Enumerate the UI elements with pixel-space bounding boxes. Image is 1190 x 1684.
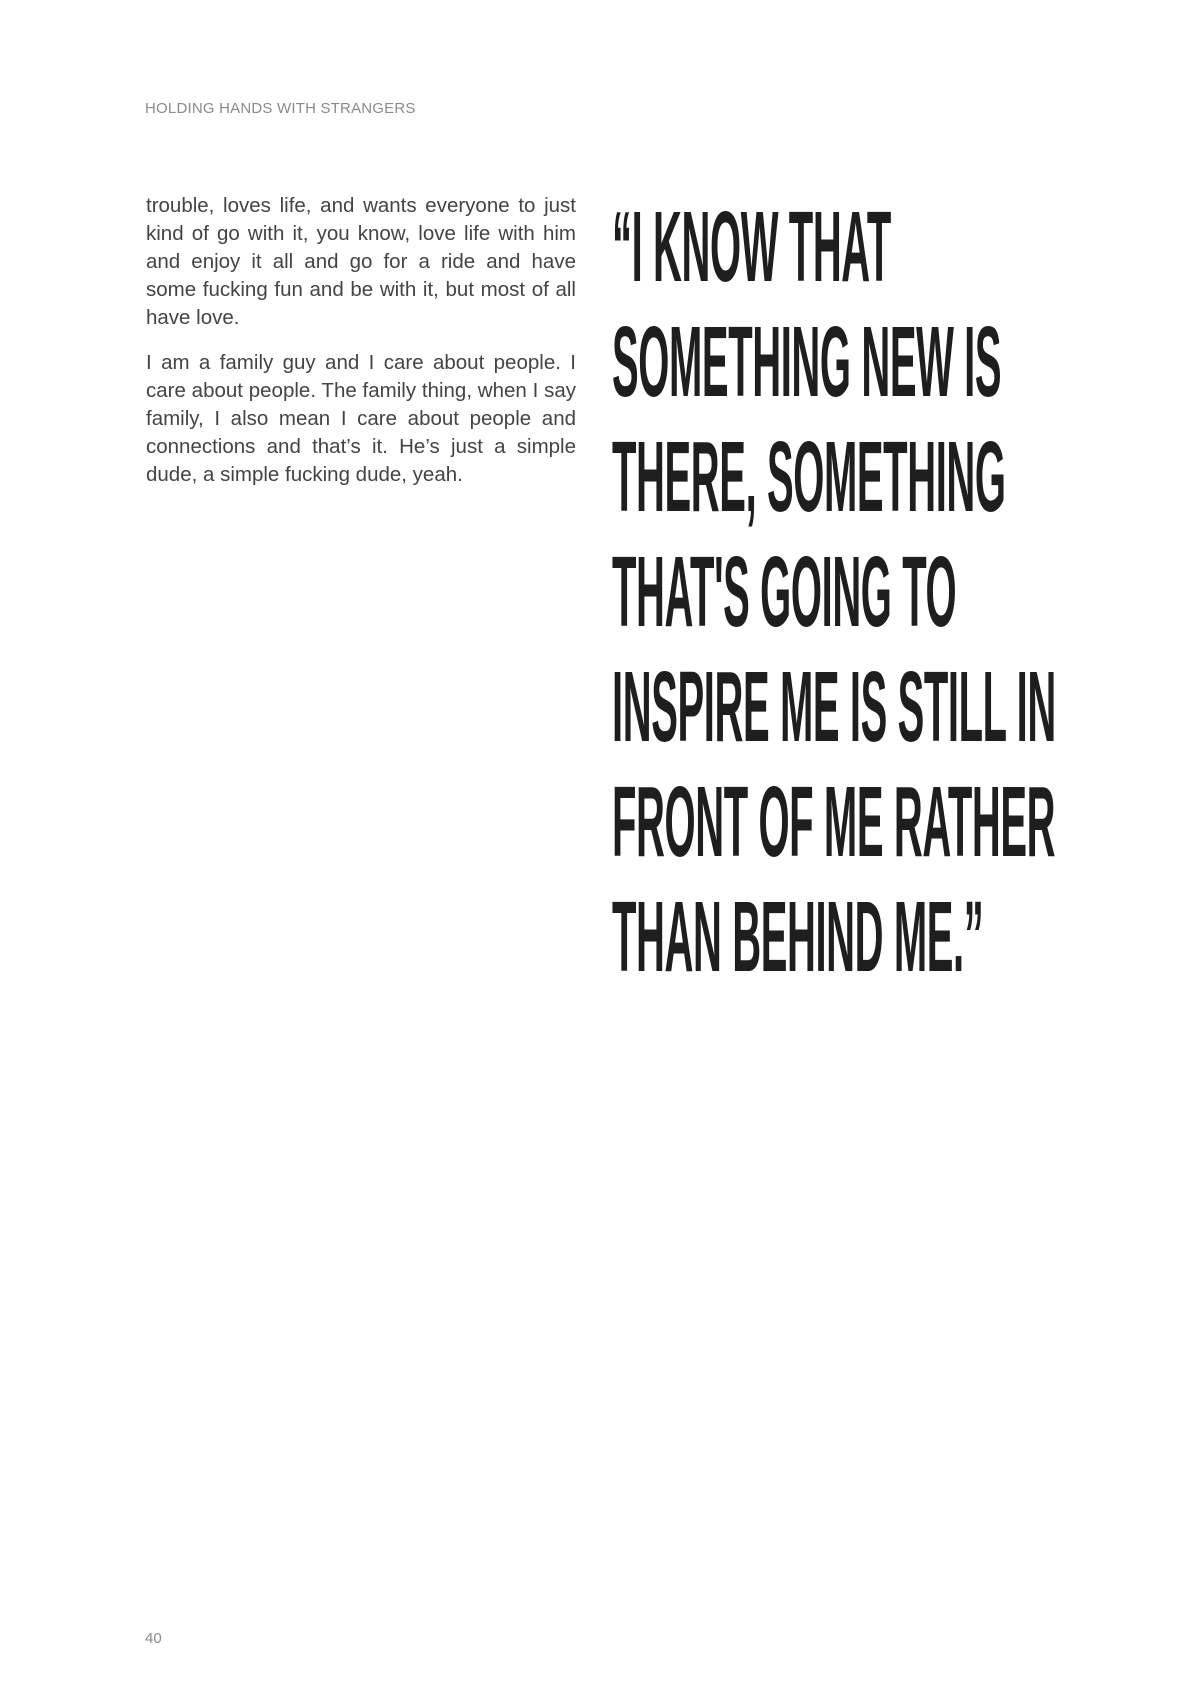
body-paragraph: trouble, loves life, and wants everyone to just kind of go with it, you know, love life with him and enjoy it all and go for a ride and have some fucking fun and be with it, but most of all have love. bbox=[146, 194, 576, 329]
pull-quote-line: FRONT OF ME RATHER bbox=[612, 766, 1056, 878]
pull-quote-line: SOMETHING NEW IS bbox=[612, 306, 1002, 418]
page-number: 40 bbox=[145, 1630, 162, 1647]
body-paragraph: I am a family guy and I care about people. I care about people. The family thing, when I say family, I also mean I care about people and connections and that’s it. He’s just a simple dude, a simple fucking dude, yeah. bbox=[146, 351, 576, 486]
pull-quote-line: THAT'S GOING TO bbox=[612, 536, 957, 648]
pull-quote-line: INSPIRE ME IS STILL IN bbox=[612, 651, 1056, 763]
pull-quote-line: THAN BEHIND ME.” bbox=[612, 881, 984, 993]
body-column bbox=[146, 192, 576, 506]
pull-quote-line: THERE, SOMETHING bbox=[612, 421, 1006, 533]
running-header: HOLDING HANDS WITH STRANGERS bbox=[145, 100, 416, 117]
pull-quote-line: “I KNOW THAT bbox=[612, 191, 891, 303]
pull-quote bbox=[612, 190, 1092, 995]
